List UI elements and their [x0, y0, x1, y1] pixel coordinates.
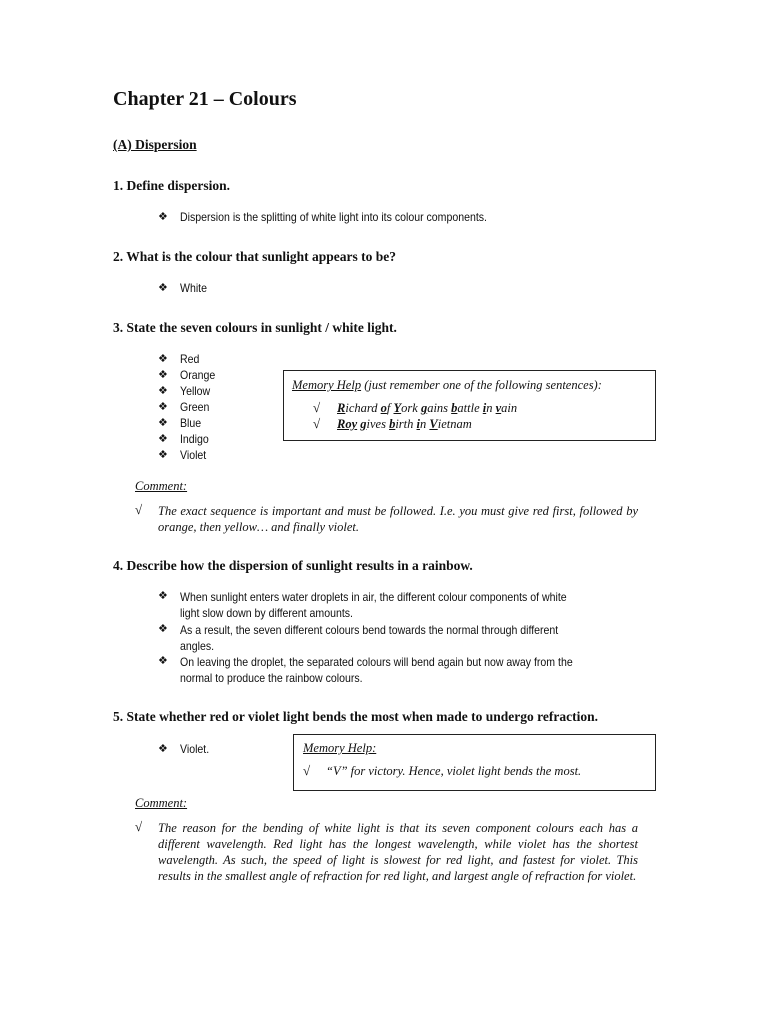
point-line: As a result, the seven different colours bend towards the normal through different [180, 623, 559, 637]
bullet-icon: ❖ [158, 400, 168, 413]
answer-5-text: Violet. [180, 742, 210, 756]
bullet-icon: ❖ [158, 589, 168, 602]
colour-label: Yellow [180, 384, 211, 398]
bullet-icon: ❖ [158, 281, 168, 294]
list-item [158, 431, 213, 447]
point-line: angles. [180, 639, 215, 653]
answer-1 [158, 209, 529, 225]
list-item [158, 622, 718, 654]
answer-5 [158, 741, 213, 757]
list-item [158, 447, 210, 463]
question-2: 2. What is the colour that sunlight appears to be? [113, 249, 397, 264]
check-icon: √ [303, 763, 311, 778]
point-line: light slow down by different amounts. [180, 606, 353, 620]
memory-help-note: (just remember one of the following sentences): [361, 378, 602, 392]
memory-help-title: Memory Help [292, 378, 362, 392]
bullet-icon: ❖ [158, 352, 168, 365]
bullet-icon: ❖ [158, 622, 168, 635]
memory-help-box-1 [283, 370, 656, 441]
memory-help-text: “V” for victory. Hence, violet light bends the most. [326, 764, 582, 778]
answer-1-text: Dispersion is the splitting of white light into its colour components. [180, 210, 487, 224]
comment-label-2: Comment: [135, 796, 188, 810]
bullet-icon: ❖ [158, 210, 168, 223]
bullet-icon: ❖ [158, 368, 168, 381]
list-item [158, 399, 213, 415]
colour-label: Red [180, 352, 200, 366]
bullet-icon: ❖ [158, 416, 168, 429]
comment-text-2: The reason for the bending of white light is that its seven component colours each has a different wavelength. Red light has the longest wavelength, while violet has the shortest wavelength. As such, the speed of light is slowest for red light, and fastest for violet. This results in the smallest angle of refraction for red light, and largest angle of refraction for violet. [158, 821, 638, 883]
answer-2 [158, 280, 211, 296]
check-icon: √ [313, 400, 321, 415]
colour-label: Violet [180, 448, 207, 462]
section-heading: (A) Dispersion [113, 137, 197, 152]
bullet-icon: ❖ [158, 654, 168, 667]
bullet-icon: ❖ [158, 384, 168, 397]
list-item [158, 654, 718, 686]
question-5: 5. State whether red or violet light bends the most when made to undergo refraction. [113, 709, 598, 724]
answer-2-text: White [180, 281, 208, 295]
bullet-icon: ❖ [158, 742, 168, 755]
memory-help-label [292, 378, 602, 393]
memory-help-box-2 [293, 734, 656, 791]
colour-label: Green [180, 400, 210, 414]
colour-label: Indigo [180, 432, 209, 446]
list-item [158, 415, 204, 431]
comment-label-1: Comment: [135, 479, 188, 493]
colour-label: Orange [180, 368, 216, 382]
bullet-icon: ❖ [158, 448, 168, 461]
point-line: normal to produce the rainbow colours. [180, 671, 363, 685]
mnemonic-sentence-1: Richard of York gains battle in vain [337, 401, 518, 415]
list-item [158, 589, 718, 621]
comment-text-1: The exact sequence is important and must be followed. I.e. you must give red first, followed by orange, then yellow… and finally violet. [158, 504, 638, 534]
colour-label: Blue [180, 416, 202, 430]
list-item [158, 367, 220, 383]
memory-help-title: Memory Help: [303, 741, 377, 755]
bullet-icon: ❖ [158, 432, 168, 445]
list-item [158, 383, 214, 399]
question-3: 3. State the seven colours in sunlight / white light. [113, 320, 397, 335]
question-4: 4. Describe how the dispersion of sunlight results in a rainbow. [113, 558, 473, 573]
question-1: 1. Define dispersion. [113, 178, 231, 193]
page-title: Chapter 21 – Colours [113, 88, 297, 110]
check-icon: √ [135, 502, 143, 517]
check-icon: √ [313, 416, 321, 431]
point-line: On leaving the droplet, the separated colours will bend again but now away from the [180, 655, 573, 669]
mnemonic-sentence-2: Roy gives birth in Vietnam [337, 417, 472, 431]
list-item [158, 351, 202, 367]
check-icon: √ [135, 819, 143, 834]
point-line: When sunlight enters water droplets in air, the different colour components of white [180, 590, 567, 604]
